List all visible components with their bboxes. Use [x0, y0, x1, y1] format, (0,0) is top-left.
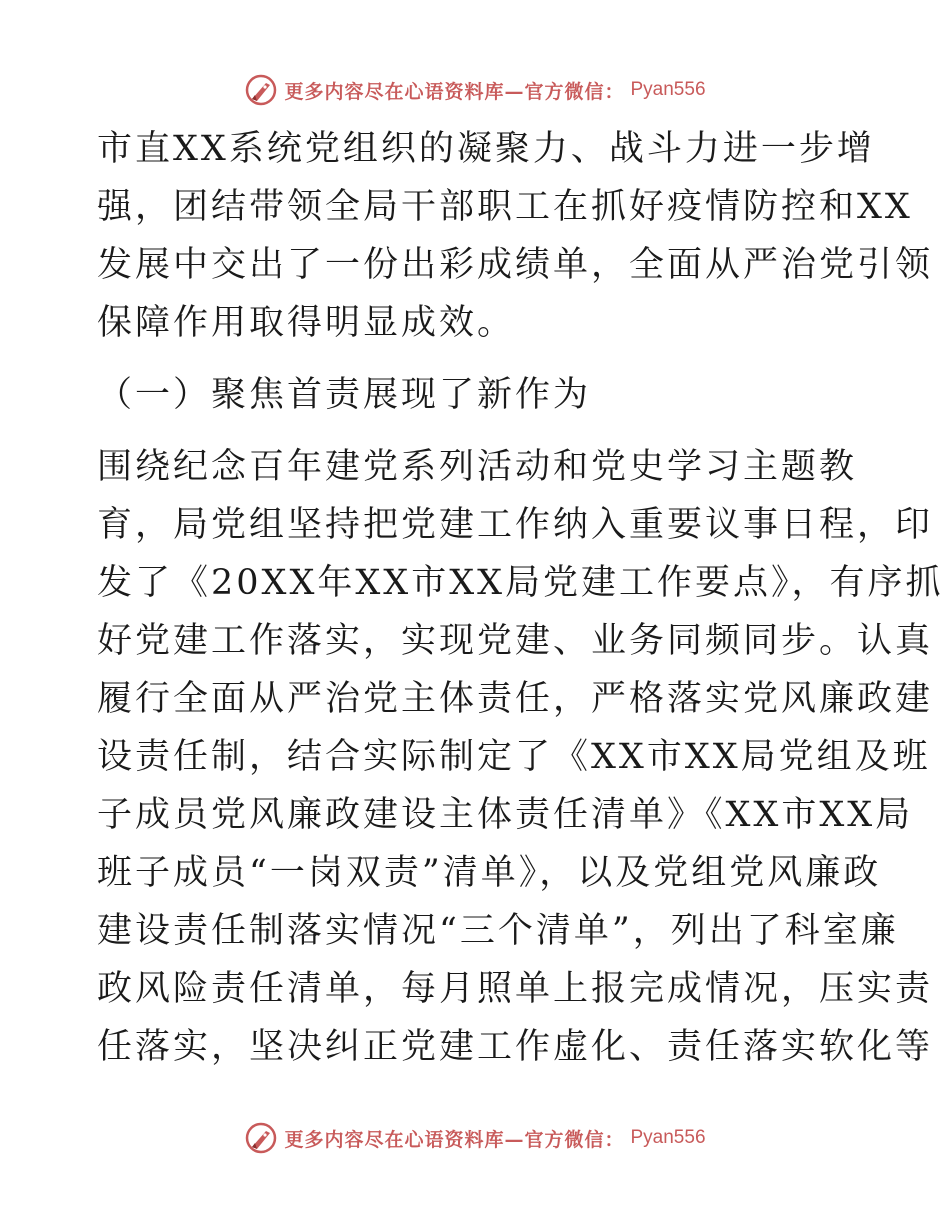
text-line: 班子成员“一岗双责”清单》，以及党组党风廉政	[97, 853, 882, 893]
footer-watermark	[0, 1118, 950, 1158]
watermark-contact: Pyan556	[630, 1127, 706, 1148]
text-line: 建设责任制落实情况“三个清单”，列出了科室廉	[97, 911, 899, 951]
text-line: 保障作用取得明显成效。	[97, 303, 516, 343]
section-heading: （一）聚焦首责展现了新作为	[97, 375, 592, 415]
text-line: 任落实，坚决纠正党建工作虚化、责任落实软化等	[97, 1027, 934, 1067]
watermark-text: 更多内容尽在心语资料库—官方微信：	[284, 80, 625, 103]
text-line: 设责任制，结合实际制定了《XX市XX局党组及班	[97, 737, 931, 777]
pen-logo-icon	[244, 73, 278, 107]
text-line: 发了《20XX年XX市XX局党建工作要点》，有序抓	[97, 563, 944, 603]
text-line: 市直XX系统党组织的凝聚力、战斗力进一步增	[97, 129, 875, 169]
watermark-contact: Pyan556	[630, 79, 706, 100]
pen-logo-icon	[244, 1121, 278, 1155]
document-body	[97, 120, 944, 1076]
text-line: 发展中交出了一份出彩成绩单，全面从严治党引领	[97, 245, 934, 285]
text-line: 子成员党风廉政建设主体责任清单》《XX市XX局	[97, 795, 914, 835]
text-line: 好党建工作落实，实现党建、业务同频同步。认真	[97, 621, 934, 661]
text-line: 强，团结带领全局干部职工在抓好疫情防控和XX	[97, 187, 913, 227]
text-line: 政风险责任清单，每月照单上报完成情况，压实责	[97, 969, 934, 1009]
text-line: 履行全面从严治党主体责任，严格落实党风廉政建	[97, 679, 934, 719]
text-line: 育，局党组坚持把党建工作纳入重要议事日程，印	[97, 505, 934, 545]
text-line: 围绕纪念百年建党系列活动和党史学习主题教	[97, 447, 858, 487]
watermark-text: 更多内容尽在心语资料库—官方微信：	[284, 1128, 625, 1151]
header-watermark	[0, 70, 950, 110]
